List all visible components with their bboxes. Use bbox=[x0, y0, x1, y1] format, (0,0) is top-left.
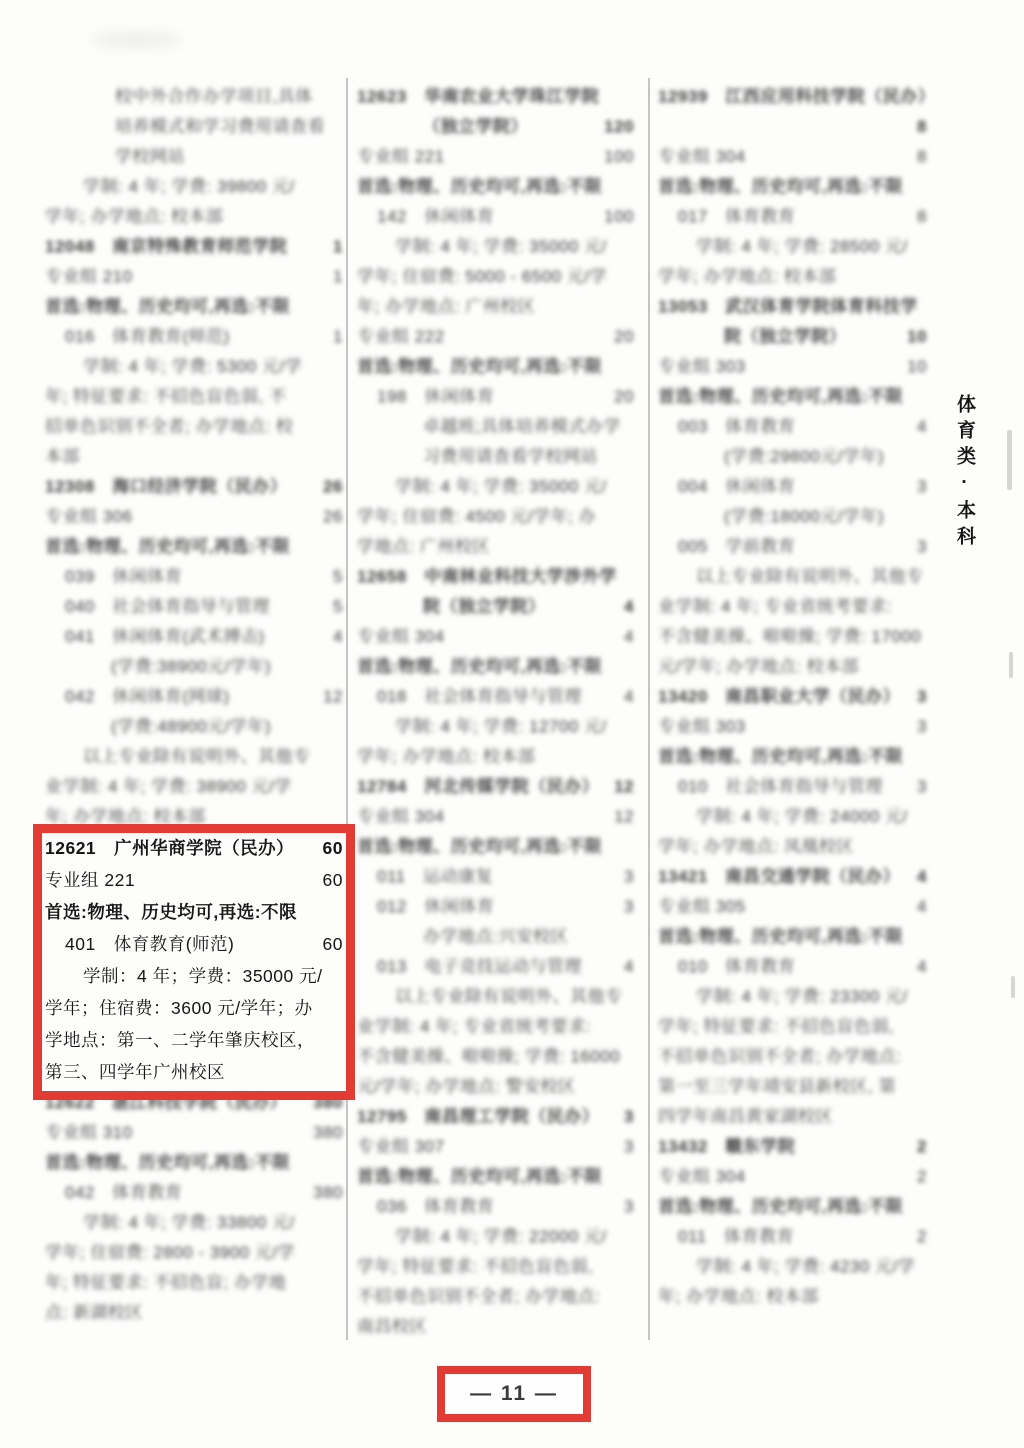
line-text: 专业组 221 bbox=[45, 870, 136, 890]
line-text: (学费:48900元/学年) bbox=[111, 717, 272, 736]
detail-line bbox=[45, 1238, 343, 1268]
line-text: 学制: 4 年; 学费: 33800 元/ bbox=[83, 1213, 295, 1232]
note-line bbox=[658, 442, 927, 472]
school-entry-line bbox=[357, 592, 634, 622]
line-text: 首选:物理、历史均可,再选:不限 bbox=[357, 357, 603, 376]
major-line bbox=[658, 472, 927, 502]
note-line bbox=[357, 442, 634, 472]
line-text: 学地点: 广州校区 bbox=[357, 537, 490, 556]
line-text: 专业组 304 bbox=[357, 807, 445, 826]
major-group-line bbox=[357, 1132, 634, 1162]
school-entry-line bbox=[658, 82, 936, 112]
section-side-label: 体育类·本科 bbox=[954, 394, 975, 552]
quota-count: 3 bbox=[624, 897, 634, 916]
line-text: 首选:物理、历史均可,再选:不限 bbox=[357, 1167, 603, 1186]
detail-line bbox=[357, 532, 634, 562]
detail-line bbox=[658, 1042, 927, 1072]
line-text: 以上专业除有说明外、其他专 bbox=[696, 567, 924, 586]
subject-requirement-line bbox=[357, 172, 634, 202]
line-text: 学年；住宿费：3600 元/学年；办 bbox=[45, 998, 313, 1018]
school-entry-line bbox=[658, 292, 927, 322]
line-text: 学制: 4 年; 学费: 28500 元/ bbox=[696, 237, 908, 256]
major-line bbox=[45, 592, 343, 622]
quota-count: 5 bbox=[333, 597, 343, 616]
detail-line bbox=[45, 202, 343, 232]
line-text: 005 学前教育 bbox=[678, 537, 796, 556]
line-text: 12658 中南林业科技大学涉外学 bbox=[357, 567, 617, 586]
quota-count: 380 bbox=[313, 1183, 343, 1202]
line-text: 学年; 办学地点: 凤凰校区 bbox=[658, 837, 854, 856]
line-text: 学年; 住宿费: 4500 元/学年; 办 bbox=[357, 507, 597, 526]
detail-line bbox=[658, 1102, 927, 1132]
line-text: 不招单色识别不全者; 办学地点: bbox=[658, 1047, 902, 1066]
quota-count: 3 bbox=[624, 867, 634, 886]
major-line bbox=[45, 562, 343, 592]
detail-line bbox=[45, 172, 343, 202]
line-text: 卓越班;具体培养模式办学 bbox=[423, 417, 621, 436]
quota-count: 3 bbox=[917, 477, 927, 496]
line-text: 003 体育教育 bbox=[678, 417, 796, 436]
quota-count: 20 bbox=[614, 387, 634, 406]
line-text: 首选:物理、历史均可,再选:不限 bbox=[658, 927, 904, 946]
note-line bbox=[45, 712, 343, 742]
subject-requirement-line bbox=[45, 1148, 343, 1178]
line-text: 专业组 310 bbox=[45, 1123, 133, 1142]
detail-line bbox=[357, 262, 634, 292]
line-text: 第一至三学年靖安县新校区, 第 bbox=[658, 1077, 896, 1096]
detail-line bbox=[357, 232, 634, 262]
line-text: 040 社会体育指导与管理 bbox=[65, 597, 270, 616]
line-text: 12939 江西应用科技学院（民办） bbox=[658, 87, 936, 106]
line-text: 专业组 304 bbox=[357, 627, 445, 646]
line-text: 学校网站 bbox=[115, 147, 185, 166]
quota-count: 100 bbox=[604, 207, 634, 226]
detail-line bbox=[357, 1312, 634, 1342]
school-entry-line bbox=[658, 862, 927, 892]
note-line bbox=[357, 922, 634, 952]
line-text: 以上专业除有说明外、其他专 bbox=[83, 747, 311, 766]
line-text: 培养模式和学习费用请查看 bbox=[115, 117, 325, 136]
major-group-line bbox=[45, 1118, 343, 1148]
subject-requirement-line bbox=[357, 652, 634, 682]
major-line bbox=[658, 202, 927, 232]
line-text: 011 体育教育 bbox=[678, 1227, 795, 1246]
detail-line bbox=[658, 262, 927, 292]
subject-requirement-line bbox=[658, 742, 927, 772]
line-text: 点: 新湖校区 bbox=[45, 1303, 143, 1322]
quota-count: 120 bbox=[604, 117, 634, 136]
line-text: 学制: 4 年; 学费: 5300 元/学 bbox=[83, 357, 303, 376]
detail-line bbox=[357, 1282, 634, 1312]
line-text: 学制: 4 年; 学费: 12700 元/ bbox=[395, 717, 607, 736]
school-entry-line bbox=[357, 562, 634, 592]
line-text: 专业组 304 bbox=[658, 1167, 746, 1186]
line-text: 13053 武汉体育学院体育科技学 bbox=[658, 297, 918, 316]
major-group-line bbox=[45, 502, 343, 532]
quota-count: 60 bbox=[322, 934, 343, 954]
detail-line bbox=[357, 712, 634, 742]
line-text: 学制: 4 年; 学费: 24000 元/ bbox=[696, 807, 908, 826]
line-text: 首选:物理、历史均可,再选:不限 bbox=[357, 657, 603, 676]
quota-count: 26 bbox=[323, 477, 343, 496]
line-text: 首选:物理、历史均可,再选:不限 bbox=[45, 1153, 291, 1172]
detail-line bbox=[658, 832, 927, 862]
line-text: 学制: 4 年; 学费: 35000 元/ bbox=[395, 477, 607, 496]
note-line bbox=[45, 652, 343, 682]
major-line bbox=[357, 1192, 634, 1222]
major-line bbox=[45, 682, 343, 712]
quota-count: 12 bbox=[614, 777, 634, 796]
continuation-line bbox=[45, 82, 343, 112]
line-text: （独立学院） bbox=[423, 117, 528, 136]
line-text: 四学年南昌黄家湖校区 bbox=[658, 1107, 833, 1126]
detail-line bbox=[658, 1282, 927, 1312]
detail-line bbox=[658, 622, 927, 652]
quota-count: 8 bbox=[917, 147, 927, 166]
quota-count: 2 bbox=[917, 1137, 927, 1156]
line-text: 南昌校区 bbox=[357, 1317, 427, 1336]
quota-count: 4 bbox=[624, 957, 634, 976]
detail-line bbox=[45, 382, 343, 412]
line-text: 036 体育教育 bbox=[377, 1197, 495, 1216]
line-text: 院（独立学院） bbox=[423, 597, 546, 616]
quota-count: 12 bbox=[614, 807, 634, 826]
line-text: 学制: 4 年; 学费: 4230 元/学 bbox=[696, 1257, 916, 1276]
detail-line bbox=[357, 1072, 634, 1102]
quota-count: 4 bbox=[624, 597, 634, 616]
quota-count: 3 bbox=[917, 537, 927, 556]
line-text: 年; 特征要求: 不招色盲色弱, 不 bbox=[45, 387, 287, 406]
quota-count: 3 bbox=[624, 1197, 634, 1216]
detail-line bbox=[658, 232, 927, 262]
line-text bbox=[658, 112, 911, 142]
school-entry-line bbox=[45, 232, 343, 262]
school-entry-line bbox=[357, 82, 634, 112]
line-text: 首选:物理、历史均可,再选:不限 bbox=[45, 902, 298, 922]
major-line bbox=[658, 1222, 927, 1252]
line-text: 142 休闲体育 bbox=[377, 207, 495, 226]
quota-count: 3 bbox=[917, 717, 927, 736]
subject-requirement-line bbox=[357, 832, 634, 862]
line-text: 013 电子竞技运动与管理 bbox=[377, 957, 582, 976]
line-text: 首选:物理、历史均可,再选:不限 bbox=[658, 747, 904, 766]
line-text: 业学制: 4 年; 专业省统考要求: bbox=[658, 597, 892, 616]
line-text: 13421 南昌交通学院（民办） bbox=[658, 867, 901, 886]
major-line bbox=[357, 682, 634, 712]
line-text: 12308 海口经济学院（民办） bbox=[45, 477, 288, 496]
subject-requirement-line bbox=[357, 1162, 634, 1192]
line-text: 首选:物理、历史均可,再选:不限 bbox=[45, 297, 291, 316]
column-divider-2 bbox=[648, 78, 650, 1340]
detail-line bbox=[658, 1072, 927, 1102]
major-line bbox=[357, 202, 634, 232]
school-entry-line bbox=[658, 682, 927, 712]
quota-count: 5 bbox=[333, 567, 343, 586]
detail-line bbox=[357, 1222, 634, 1252]
line-text: 不含健美操、啦啦操; 学费: 16000 bbox=[357, 1047, 621, 1066]
detail-line bbox=[357, 982, 634, 1012]
major-group-line bbox=[658, 1162, 927, 1192]
column-middle bbox=[357, 82, 634, 1342]
quota-count: 1 bbox=[333, 237, 343, 256]
line-text: 004 休闲体育 bbox=[678, 477, 796, 496]
line-text: 首选:物理、历史均可,再选:不限 bbox=[658, 1197, 904, 1216]
subject-requirement-line bbox=[658, 1192, 927, 1222]
line-text: 学制: 4 年; 学费: 23300 元/ bbox=[696, 987, 908, 1006]
quota-count: 10 bbox=[907, 357, 927, 376]
detail-line bbox=[658, 592, 927, 622]
quota-count: 4 bbox=[917, 417, 927, 436]
detail-line bbox=[45, 1298, 343, 1328]
line-text: 年; 办学地点: 校本部 bbox=[658, 1287, 819, 1306]
continuation-line bbox=[45, 142, 343, 172]
detail-line bbox=[45, 412, 343, 442]
detail-line bbox=[45, 742, 343, 772]
quota-count: 4 bbox=[333, 627, 343, 646]
detail-line bbox=[45, 352, 343, 382]
line-text: 专业组 221 bbox=[357, 147, 445, 166]
line-text: 学年; 办学地点: 校本部 bbox=[357, 747, 536, 766]
line-text: 学年; 特征要求: 不招色盲色弱, bbox=[658, 1017, 895, 1036]
scan-artifact bbox=[1007, 430, 1012, 490]
line-text: 13420 南昌职业大学（民办） bbox=[658, 687, 901, 706]
quota-count: 1 bbox=[333, 327, 343, 346]
line-text: 010 体育教育 bbox=[678, 957, 796, 976]
quota-count: 3 bbox=[917, 777, 927, 796]
scan-artifact bbox=[1011, 976, 1015, 998]
line-text: 12623 华南农业大学珠江学院 bbox=[357, 87, 600, 106]
line-text: 学年; 特征要求: 不招色盲色弱, bbox=[357, 1257, 594, 1276]
major-group-line bbox=[658, 712, 927, 742]
school-entry-line bbox=[357, 772, 634, 802]
line-text: 首选:物理、历史均可,再选:不限 bbox=[45, 537, 291, 556]
detail-line bbox=[45, 1268, 343, 1298]
school-entry-line bbox=[45, 472, 343, 502]
line-text: 专业组 210 bbox=[45, 267, 133, 286]
line-text: 011 运动康复 bbox=[377, 867, 494, 886]
note-line bbox=[658, 502, 927, 532]
quota-count: 3 bbox=[917, 687, 927, 706]
quota-count: 4 bbox=[917, 957, 927, 976]
line-text: 第三、四学年广州校区 bbox=[45, 1062, 225, 1082]
line-text: 不含健美操、啦啦操; 学费: 17000 bbox=[658, 627, 922, 646]
major-group-line bbox=[357, 322, 634, 352]
detail-line bbox=[357, 472, 634, 502]
quota-count: 2 bbox=[917, 1167, 927, 1186]
subject-requirement-line bbox=[357, 352, 634, 382]
subject-requirement-line bbox=[658, 172, 927, 202]
major-group-line bbox=[658, 142, 927, 172]
major-line bbox=[658, 412, 927, 442]
quota-count: 1 bbox=[333, 267, 343, 286]
continuation-line bbox=[45, 112, 343, 142]
school-entry-line bbox=[357, 112, 634, 142]
line-text: 习费用请查看学校网站 bbox=[423, 447, 598, 466]
page-number-box bbox=[437, 1366, 591, 1422]
scan-smudge bbox=[92, 32, 182, 48]
line-text: 专业组 304 bbox=[658, 147, 746, 166]
quota-count: 12 bbox=[323, 687, 343, 706]
line-text: 办学地点:兴安校区 bbox=[423, 927, 569, 946]
line-text: 010 社会体育指导与管理 bbox=[678, 777, 883, 796]
detail-line bbox=[45, 772, 343, 802]
line-text: 元/学年; 办学地点: 校本部 bbox=[658, 657, 860, 676]
line-text: 校中外合作办学项目,具体 bbox=[115, 87, 313, 106]
line-text: 专业组 303 bbox=[658, 717, 746, 736]
line-text: 学年; 住宿费: 5000 - 6500 元/学 bbox=[357, 267, 608, 286]
major-group-line bbox=[357, 622, 634, 652]
quota-count: 3 bbox=[624, 1137, 634, 1156]
quota-count: 10 bbox=[907, 327, 927, 346]
line-text: 042 体育教育 bbox=[65, 1183, 183, 1202]
line-text: 学年; 办学地点: 校本部 bbox=[45, 207, 224, 226]
line-text: 12795 南昌理工学院（民办） bbox=[357, 1107, 600, 1126]
line-text: 专业组 307 bbox=[357, 1137, 445, 1156]
major-group-line bbox=[45, 262, 343, 292]
quota-count: 3 bbox=[624, 1107, 634, 1126]
line-text: 不招单色识别不全者; 办学地点: bbox=[357, 1287, 601, 1306]
quota-count: 2 bbox=[917, 1227, 927, 1246]
major-group-line bbox=[357, 802, 634, 832]
detail-line bbox=[357, 1012, 634, 1042]
line-text: (学费:18000元/学年) bbox=[724, 507, 885, 526]
detail-line bbox=[658, 652, 927, 682]
line-text: 12784 河北传媒学院（民办） bbox=[357, 777, 600, 796]
detail-line bbox=[45, 1208, 343, 1238]
detail-line bbox=[45, 442, 343, 472]
quota-count: 4 bbox=[917, 867, 927, 886]
line-text: 学年; 住宿费: 2800 - 3900 元/学 bbox=[45, 1243, 296, 1262]
detail-line bbox=[658, 562, 927, 592]
line-text: 以上专业除有说明外、其他专 bbox=[395, 987, 623, 1006]
line-text: 招单色识别不全者; 办学地点: 校 bbox=[45, 417, 294, 436]
subject-requirement-line bbox=[45, 292, 343, 322]
line-text: 学年; 办学地点: 校本部 bbox=[658, 267, 837, 286]
detail-line bbox=[357, 502, 634, 532]
major-line bbox=[45, 1178, 343, 1208]
line-text: 专业组 305 bbox=[658, 897, 746, 916]
detail-line bbox=[658, 982, 927, 1012]
line-text: 012 休闲体育 bbox=[377, 897, 495, 916]
school-entry-line bbox=[658, 1132, 927, 1162]
detail-line bbox=[658, 802, 927, 832]
quota-count: 60 bbox=[322, 870, 343, 890]
major-group-line bbox=[658, 892, 927, 922]
line-text: 401 体育教育(师范) bbox=[65, 934, 235, 954]
line-text: 专业组 303 bbox=[658, 357, 746, 376]
line-text: (学费:38900元/学年) bbox=[111, 657, 272, 676]
major-group-line bbox=[658, 352, 927, 382]
quota-count: 4 bbox=[624, 627, 634, 646]
major-line bbox=[658, 772, 927, 802]
detail-line bbox=[658, 1012, 927, 1042]
line-text: 年; 办学地点: 广州校区 bbox=[357, 297, 536, 316]
line-text: 018 社会体育指导与管理 bbox=[377, 687, 582, 706]
major-line bbox=[357, 382, 634, 412]
line-text: 年; 办学地点: 校本部 bbox=[45, 807, 206, 826]
column-divider-1 bbox=[346, 78, 348, 1340]
line-text: 13432 赣东学院 bbox=[658, 1137, 796, 1156]
quota-count: 20 bbox=[614, 327, 634, 346]
line-text: 12622 湛江科技学院（民办） bbox=[45, 1093, 288, 1112]
quota-count: 380 bbox=[313, 1093, 343, 1112]
highlight-annotation-box bbox=[33, 824, 355, 1100]
line-text: 学制: 4 年; 学费: 39800 元/ bbox=[83, 177, 295, 196]
quota-count: 4 bbox=[917, 897, 927, 916]
line-text: 042 休闲体育(网球) bbox=[65, 687, 230, 706]
detail-line bbox=[357, 1042, 634, 1072]
page-number: — 11 — bbox=[470, 1382, 558, 1405]
line-text: 元/学年; 办学地点: 警安校区 bbox=[357, 1077, 576, 1096]
major-line bbox=[658, 952, 927, 982]
subject-requirement-line bbox=[658, 382, 927, 412]
column-right bbox=[658, 82, 936, 1312]
line-text: 院（独立学院） bbox=[724, 327, 847, 346]
major-line bbox=[357, 952, 634, 982]
quota-count: 8 bbox=[917, 207, 927, 226]
quota-count: 26 bbox=[323, 507, 343, 526]
line-text: 首选:物理、历史均可,再选:不限 bbox=[658, 387, 904, 406]
line-text: 业学制: 4 年; 专业省统考要求: bbox=[357, 1017, 591, 1036]
line-text: 首选:物理、历史均可,再选:不限 bbox=[357, 837, 603, 856]
line-text: 首选:物理、历史均可,再选:不限 bbox=[357, 177, 603, 196]
school-entry-line bbox=[658, 322, 927, 352]
line-text: 039 休闲体育 bbox=[65, 567, 183, 586]
subject-requirement-line bbox=[658, 922, 927, 952]
detail-line bbox=[357, 292, 634, 322]
quota-count: 60 bbox=[322, 838, 343, 858]
line-text: 017 体育教育 bbox=[678, 207, 796, 226]
major-line bbox=[357, 892, 634, 922]
major-line bbox=[658, 532, 927, 562]
quota-count: 380 bbox=[313, 1123, 343, 1142]
scan-artifact bbox=[1009, 652, 1013, 678]
school-entry-line bbox=[658, 112, 927, 142]
line-text: 学制：4 年；学费：35000 元/ bbox=[83, 966, 323, 986]
line-text: 学制: 4 年; 学费: 35000 元/ bbox=[395, 237, 607, 256]
subject-requirement-line bbox=[45, 532, 343, 562]
line-text: 年; 特征要求: 不招色盲; 办学地 bbox=[45, 1273, 287, 1292]
major-line bbox=[357, 862, 634, 892]
detail-line bbox=[357, 742, 634, 772]
line-text: 学地点：第一、二学年肇庆校区， bbox=[45, 1030, 315, 1050]
major-line bbox=[45, 622, 343, 652]
line-text: 首选:物理、历史均可,再选:不限 bbox=[658, 177, 904, 196]
detail-line bbox=[357, 1252, 634, 1282]
quota-count: 100 bbox=[604, 147, 634, 166]
line-text: 12621 广州华商学院（民办） bbox=[45, 838, 295, 858]
quota-count: 4 bbox=[624, 687, 634, 706]
major-group-line bbox=[357, 142, 634, 172]
line-text: (学费:29800元/学年) bbox=[724, 447, 885, 466]
line-text: 业学制: 4 年; 学费: 38900 元/学 bbox=[45, 777, 292, 796]
line-text: 12048 南京特殊教育师范学院 bbox=[45, 237, 288, 256]
line-text: 专业组 306 bbox=[45, 507, 133, 526]
line-text: 016 体育教育(师范) bbox=[65, 327, 230, 346]
note-line bbox=[357, 412, 634, 442]
line-text: 041 休闲体育(武术搏击) bbox=[65, 627, 265, 646]
major-line bbox=[45, 322, 343, 352]
line-text: 专业组 222 bbox=[357, 327, 445, 346]
school-entry-line bbox=[357, 1102, 634, 1132]
line-text: 学制: 4 年; 学费: 22000 元/ bbox=[395, 1227, 607, 1246]
line-text: 198 休闲体育 bbox=[377, 387, 495, 406]
detail-line bbox=[658, 1252, 927, 1282]
line-text: 本部 bbox=[45, 447, 80, 466]
quota-count: 8 bbox=[917, 117, 927, 136]
column-left bbox=[45, 82, 343, 1328]
